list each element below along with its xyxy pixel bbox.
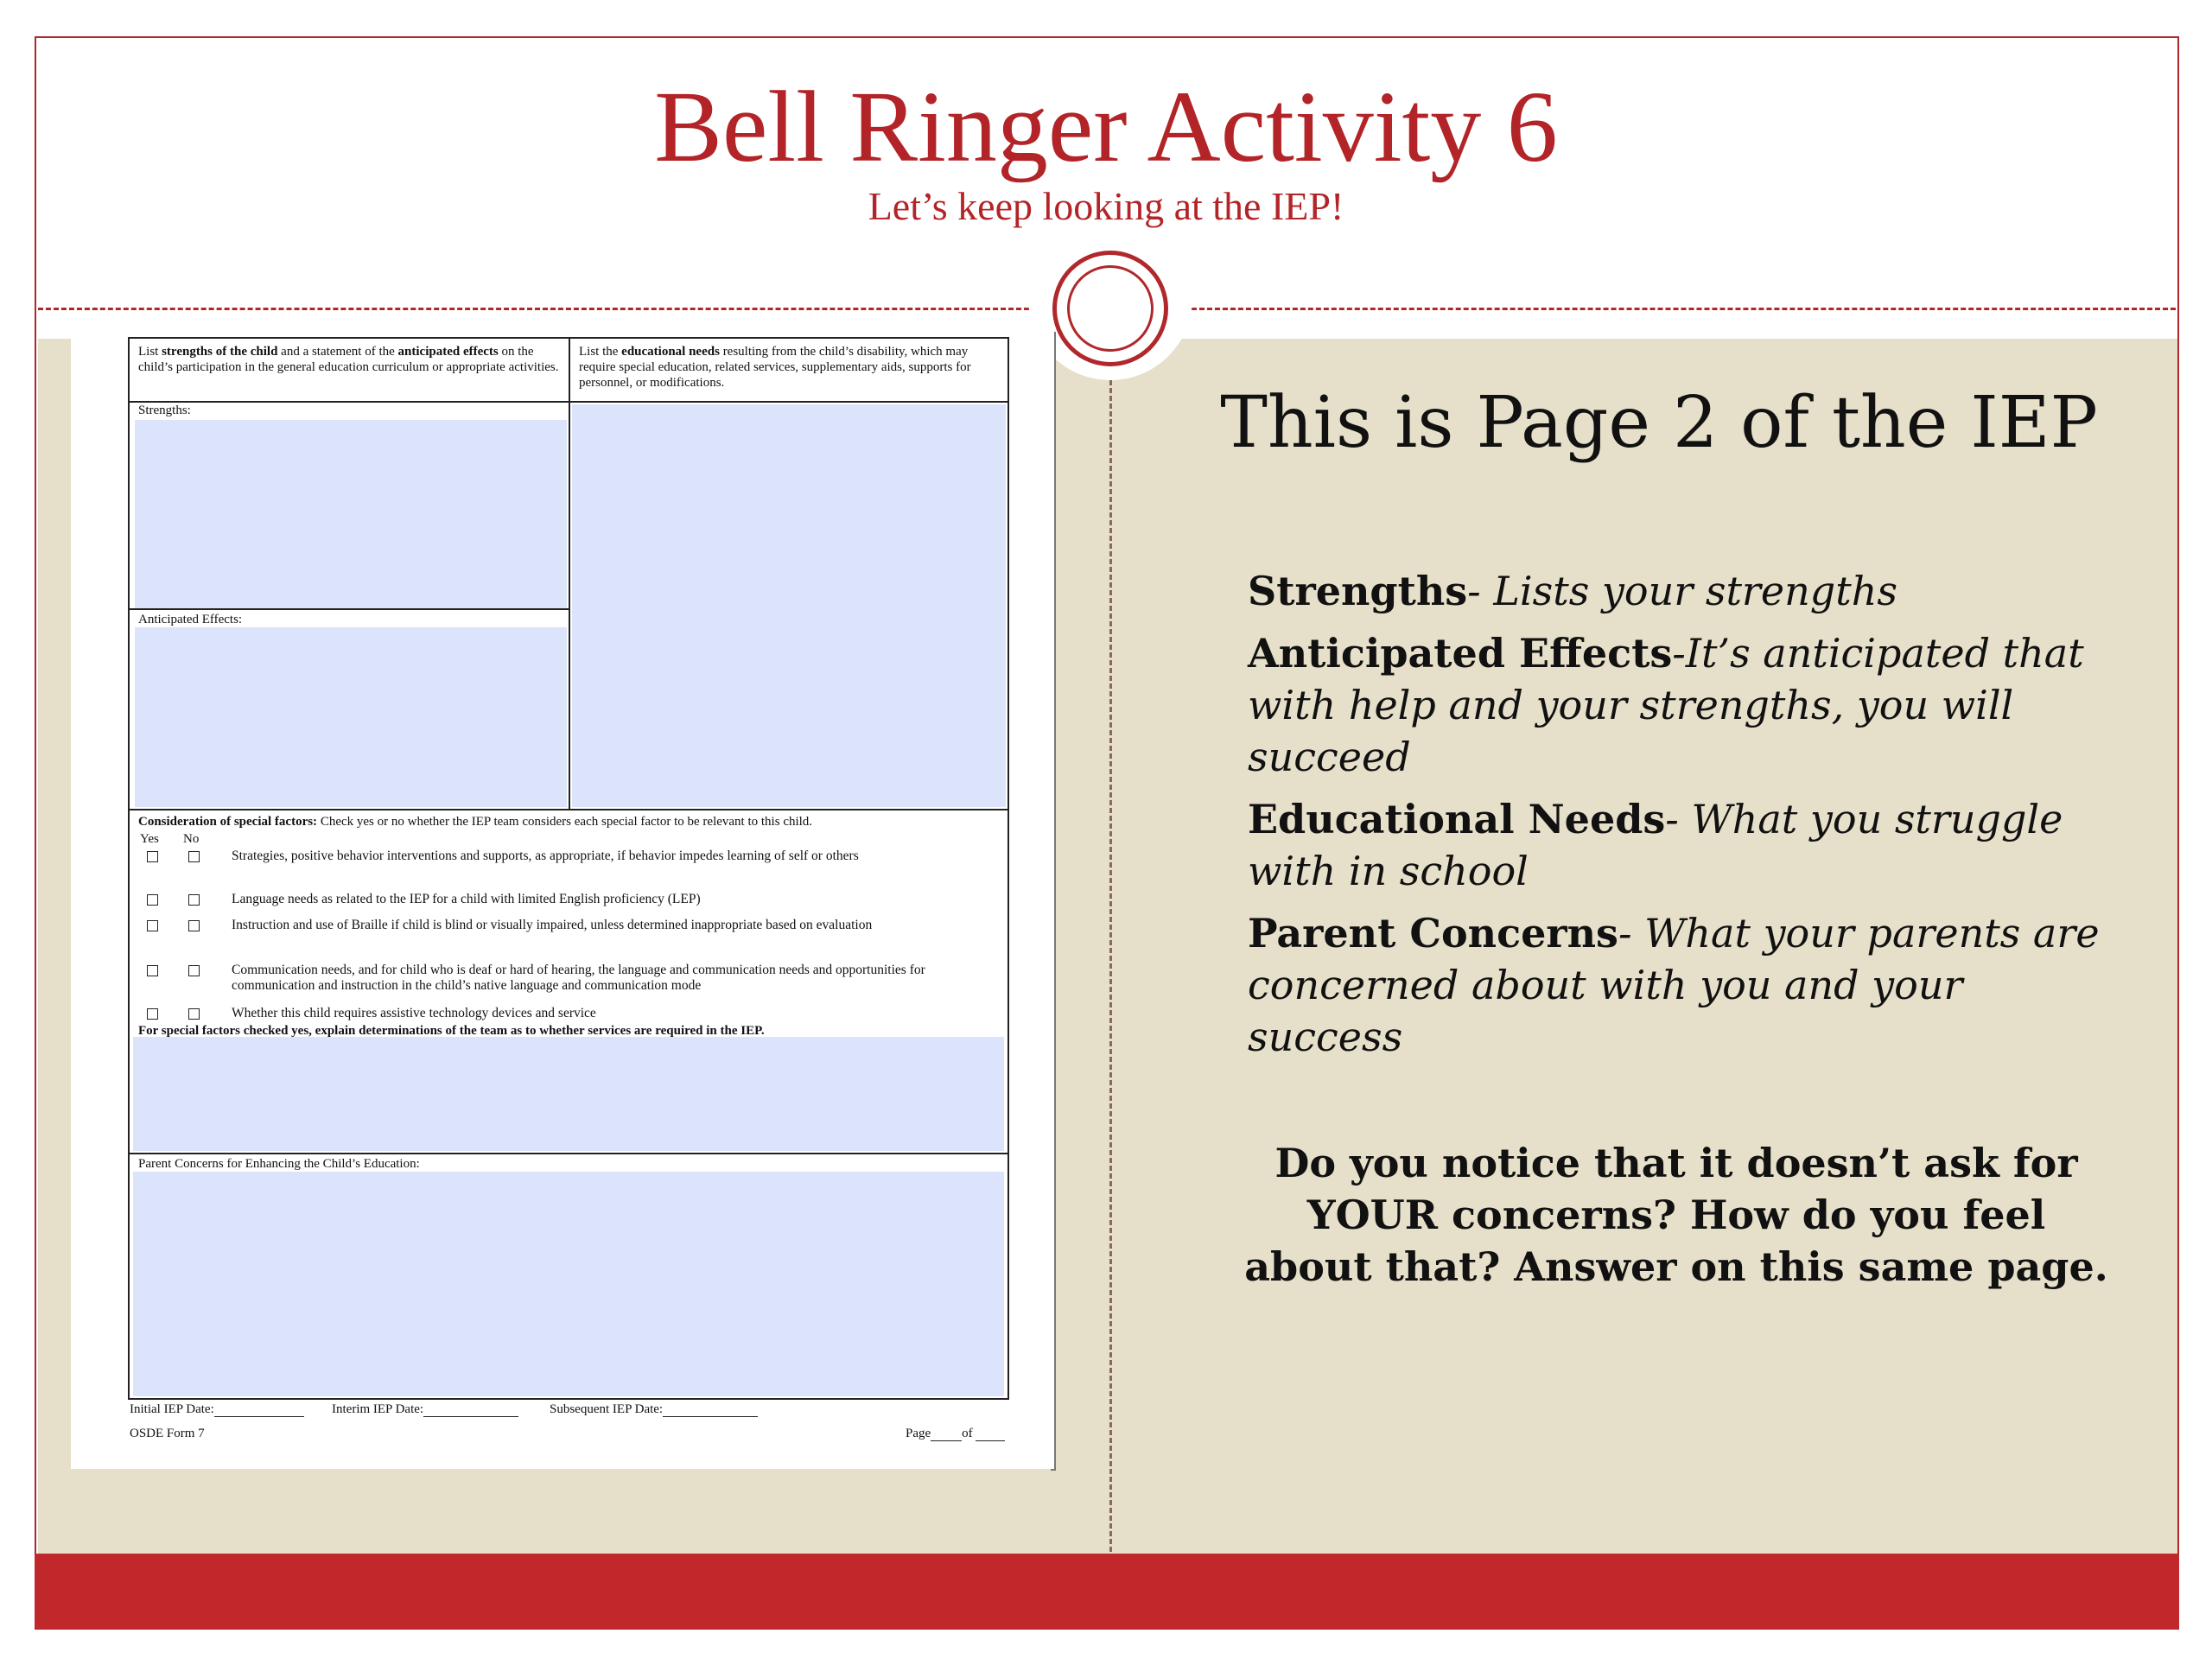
parent-concerns-field[interactable] [133,1172,1004,1396]
form-header-right: List the educational needs resulting from the child’s disability, which may require special education, related services, supplementary aids, supports for personnel, or modifications. [579,345,971,390]
divider-left [38,308,1037,310]
slide-title: Bell Ringer Activity 6 [654,70,1558,183]
divider-right [1184,308,2176,310]
yes-checkbox[interactable] [147,894,158,906]
yes-checkbox[interactable] [147,1008,158,1020]
definition-item [1248,627,2103,783]
form-vrule [569,339,570,809]
no-label: No [183,832,200,846]
parent-concerns-label: Parent Concerns for Enhancing the Child’s Education: [138,1157,420,1171]
page-number: Page of [906,1426,1005,1441]
form-rule [130,1153,1007,1154]
yes-label: Yes [140,832,159,846]
definition-desc: -It’s anticipated that with help and your strengths, you will succeed [1248,630,2084,780]
form-header-left: List strengths of the child and a statement of the anticipated effects on the child’s participation in the general education curriculum or appropriate activities. [138,345,559,374]
form-id: OSDE Form 7 [130,1427,205,1440]
special-factors-heading: Consideration of special factors: Check yes or no whether the IEP team considers each special factor to be relevant to this child. [138,815,813,829]
no-checkbox[interactable] [188,965,200,976]
no-checkbox[interactable] [188,894,200,906]
special-factor-text: Communication needs, and for child who is deaf or hard of hearing, the language and communication needs and opportunities for communication and instruction in the child’s native language and communication mode [232,963,925,993]
center-divider [1109,380,1112,1552]
educational-needs-field[interactable] [572,404,1006,807]
definition-item [1248,793,2103,897]
no-checkbox[interactable] [188,1008,200,1020]
form-table [128,337,1009,1400]
definition-term: Educational Needs [1248,796,1666,842]
ring-inner [1067,265,1154,352]
definition-desc: - Lists your strengths [1467,568,1897,614]
reflection-question: Do you notice that it doesn’t ask for YOUR concerns? How do you feel about that? Answer on this same page. [1244,1140,2108,1290]
definition-desc: - What your parents are concerned about with you and your success [1248,910,2100,1060]
yes-checkbox[interactable] [147,851,158,862]
definition-item [1248,907,2103,1063]
definition-term: Anticipated Effects [1248,630,1673,677]
definition-term: Strengths [1248,568,1468,614]
definition-item [1248,565,2103,617]
yes-checkbox[interactable] [147,965,158,976]
strengths-field[interactable] [135,420,567,608]
yes-checkbox[interactable] [147,920,158,931]
strengths-label: Strengths: [138,404,191,417]
ring-ornament-icon [1052,251,1168,366]
special-factor-text: Strategies, positive behavior interventions and supports, as appropriate, if behavior impedes learning of self or others [232,849,859,863]
interim-date: Interim IEP Date: [332,1402,518,1417]
definition-term: Parent Concerns [1248,910,1618,957]
form-rule [130,608,569,610]
special-explain-label: For special factors checked yes, explain determinations of the team as to whether services are required in the IEP. [138,1024,765,1037]
iep-form-image [71,325,1054,1469]
subsequent-date: Subsequent IEP Date: [550,1402,758,1417]
special-factor-text: Whether this child requires assistive technology devices and service [232,1006,596,1020]
anticipated-field[interactable] [135,627,567,807]
initial-date: Initial IEP Date: [130,1402,304,1417]
bottom-bar [35,1554,2179,1630]
special-explain-field[interactable] [133,1037,1004,1151]
slide-subtitle: Let’s keep looking at the IEP! [868,184,1344,228]
no-checkbox[interactable] [188,920,200,931]
special-factor-text: Instruction and use of Braille if child is blind or visually impaired, unless determined inappropriate based on evaluation [232,918,873,932]
anticipated-label: Anticipated Effects: [138,613,243,626]
definitions-list [1248,565,2103,1073]
special-factor-text: Language needs as related to the IEP for a child with limited English proficiency (LEP) [232,892,701,906]
no-checkbox[interactable] [188,851,200,862]
right-heading: This is Page 2 of the IEP [1220,382,2098,464]
definition-desc: - What you struggle with in school [1248,796,2063,894]
form-rule [130,809,1007,810]
